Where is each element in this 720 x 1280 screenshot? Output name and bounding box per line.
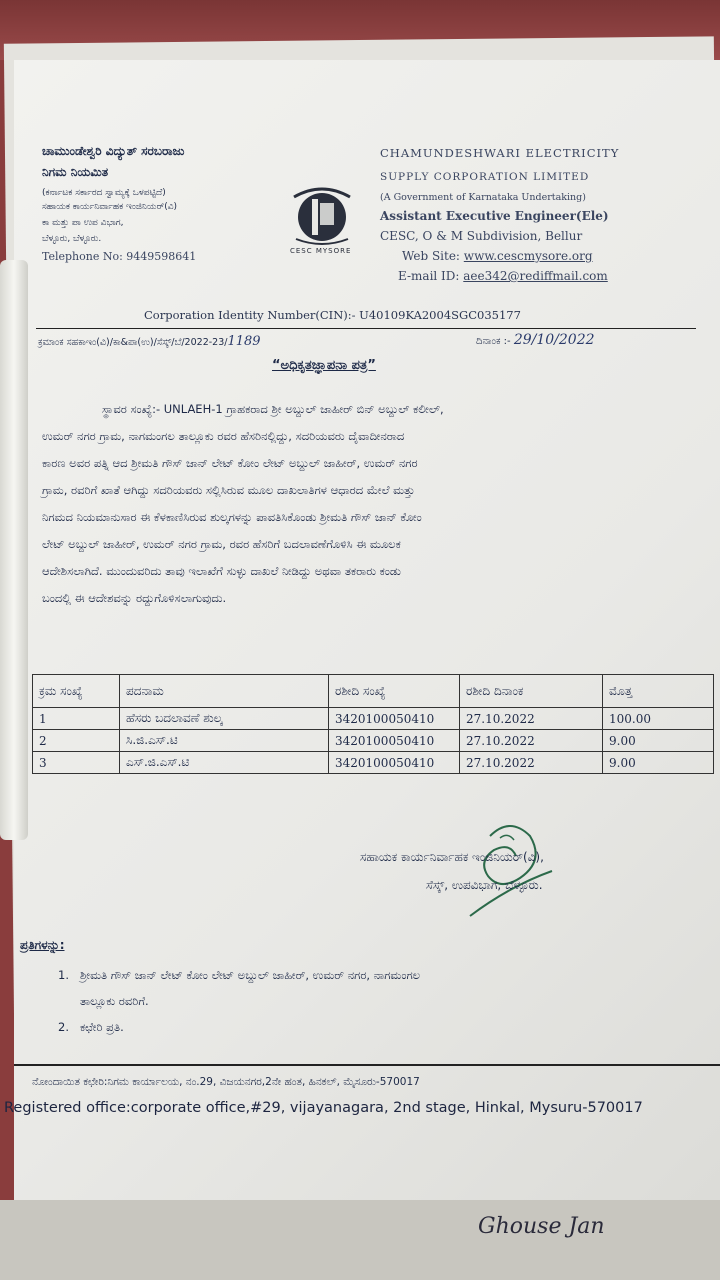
handwritten-name-note: Ghouse Jan [478, 1214, 605, 1239]
cell-description: ಸಿ.ಜಿ.ಎಸ್.ಟಿ [120, 730, 329, 752]
email-row [380, 269, 710, 283]
en-org-line4: Assistant Executive Engineer(Ele) [380, 209, 609, 223]
col-header-serial: ಕ್ರಮ ಸಂಖ್ಯೆ [33, 675, 120, 708]
email-label: E-mail ID: [398, 269, 464, 283]
table-row [33, 752, 714, 774]
body-line-4: ಗ್ರಾಮ, ರವರಿಗೆ ಖಾತೆ ಆಗಿದ್ದು ಸದರಿಯವರು ಸಲ್ಲಿಸಿರುವ ಮೂಲ ದಾಖಲಾತಿಗಳ ಆಧಾರದ ಮೇಲೆ ಮತ್ತು [42, 483, 415, 497]
en-org-line1: CHAMUNDESHWARI ELECTRICITY [380, 146, 620, 160]
letter-title: “ಅಧಿಕೃತಜ್ಞಾಪನಾ ಪತ್ರ” [272, 358, 376, 373]
col-header-receipt-no: ರಶೀದಿ ಸಂಖ್ಯೆ [329, 675, 460, 708]
copies-label: ಪ್ರತಿಗಳನ್ನು: [20, 938, 65, 952]
kn-org-line5: ಕಾ ಮತ್ತು ಪಾ ಉಪ ವಿಭಾಗ, [42, 218, 124, 228]
copy-item-text: ಶ್ರೀಮತಿ ಗೌಸ್ ಜಾನ್ ಲೇಟ್ ಕೋಂ ಲೇಟ್ ಅಬ್ದುಲ್ ಜಾಹೀರ್, ಉಮರ್ ನಗರ, ನಾಗಮಂಗಲ [80, 968, 421, 982]
col-header-receipt-date: ರಶೀದಿ ದಿನಾಂಕ [460, 675, 603, 708]
date-handwritten: 29/10/2022 [513, 332, 595, 348]
list-item [58, 1014, 708, 1040]
logo-caption: CESC MYSORE [290, 247, 352, 255]
kn-org-line6: ಬೆಳ್ಳೂರು, ಬೆಳ್ಳೂರು. [42, 234, 102, 244]
header-kannada [42, 144, 292, 263]
kn-org-line3: (ಕರ್ನಾಟಕ ಸರ್ಕಾರದ ಸ್ವಾಮ್ಯಕ್ಕೆ ಒಳಪಟ್ಟಿದೆ) [42, 188, 166, 198]
col-header-amount: ಮೊತ್ತ [603, 675, 714, 708]
en-org-line3: (A Government of Karnataka Undertaking) [380, 192, 586, 203]
email-link[interactable]: aee342@rediffmail.com [463, 269, 608, 283]
cell-description: ಎಸ್.ಜಿ.ಎಸ್.ಟಿ [120, 752, 329, 774]
background-bottom [0, 1200, 720, 1280]
en-org-line5: CESC, O & M Subdivision, Bellur [380, 229, 583, 243]
body-line-3: ಕಾರಣ ಅವರ ಪತ್ನಿ ಆದ ಶ್ರೀಮತಿ ಗೌಸ್ ಜಾನ್ ಲೇಟ್ ಕೋಂ ಲೇಟ್ ಅಬ್ದುಲ್ ಜಾಹೀರ್, ಉಮರ್ ನಗರ [42, 456, 418, 470]
en-org-line2: SUPPLY CORPORATION LIMITED [380, 171, 590, 183]
table-row [33, 730, 714, 752]
body-line-7: ಆದೇಶಿಸಲಾಗಿದೆ. ಮುಂದುವರಿದು ತಾವು ಇಲಾಖೆಗೆ ಸುಳ್ಳು ದಾಖಲೆ ನೀಡಿದ್ದು ಅಥವಾ ತಕರಾರು ಕಂಡು [42, 564, 401, 578]
cell-serial: 2 [33, 730, 120, 752]
letter-sheet [4, 60, 720, 1200]
table-row [33, 708, 714, 730]
kn-org-line1: ಚಾಮುಂಡೇಶ್ವರಿ ವಿದ್ಯುತ್ ಸರಬರಾಜು [42, 144, 185, 158]
signature-mark [460, 816, 560, 926]
cell-description: ಹೆಸರು ಬದಲಾವಣೆ ಶುಲ್ಕ [120, 708, 329, 730]
cell-serial: 3 [33, 752, 120, 774]
website-link[interactable]: www.cescmysore.org [463, 249, 593, 263]
footer-kannada-address: ನೋಂದಾಯಿತ ಕಛೇರಿ:ನಿಗಮ ಕಾರ್ಯಾಲಯ, ನಂ.29, ವಿಜಯನಗರ,2ನೇ ಹಂತ, ಹಿನಕಲ್, ಮೈಸೂರು-570017 [32, 1076, 420, 1088]
reference-prefix: ಕ್ರಮಾಂಕ ಸಹಕಾಇಂ(ವಿ)/ಕಾ&ಪಾ(ಉ)/ಸೆಸ್ಕ್/ಬೆ/2022-23/ [38, 337, 228, 348]
cesc-logo-icon [282, 175, 362, 255]
website-row [380, 249, 710, 263]
body-line-5: ನಿಗಮದ ನಿಯಮಾನುಸಾರ ಈ ಕೆಳಕಾಣಿಸಿರುವ ಶುಲ್ಕಗಳನ್ನು ಪಾವತಿಸಿಕೊಂಡು ಶ್ರೀಮತಿ ಗೌಸ್ ಜಾನ್ ಕೋಂ [42, 510, 422, 524]
telephone: Telephone No: 9449598641 [42, 250, 197, 263]
kn-org-line4: ಸಹಾಯಕ ಕಾರ್ಯನಿರ್ವಾಹಕ ಇಂಜಿನಿಯರ್(ವಿ) [42, 202, 178, 212]
body-line-8: ಬಂದಲ್ಲಿ ಈ ಆದೇಶವನ್ನು ರದ್ದುಗೊಳಿಸಲಾಗುವುದು. [42, 591, 227, 605]
fees-table [32, 674, 714, 774]
cell-serial: 1 [33, 708, 120, 730]
reference-handwritten: 1189 [227, 334, 261, 349]
copy-item-number: 1. [58, 968, 69, 982]
signatory-designation: ಸಹಾಯಕ ಕಾರ್ಯನಿರ್ವಾಹಕ ಇಂಜಿನಿಯರ್(ವಿ), [360, 850, 544, 864]
list-item [58, 962, 708, 988]
reference-date [476, 332, 595, 348]
footer-english-address: Registered office:corporate office,#29, vijayanagara, 2nd stage, Hinkal, Mysuru-570017 [4, 1100, 643, 1116]
cell-amount: 100.00 [603, 708, 714, 730]
cell-receipt-date: 27.10.2022 [460, 752, 603, 774]
binder-clip [0, 260, 28, 840]
cin-number: Corporation Identity Number(CIN):- U40109KA2004SGC035177 [144, 308, 521, 322]
copy-item-number: 2. [58, 1020, 69, 1034]
cell-receipt-date: 27.10.2022 [460, 730, 603, 752]
body-line-2: ಉಮರ್ ನಗರ ಗ್ರಾಮ, ನಾಗಮಂಗಲ ತಾಲ್ಲೂಕು ರವರ ಹೆಸರಿನಲ್ಲಿದ್ದು, ಸದರಿಯವರು ದೈವಾದೀನರಾದ [42, 429, 405, 443]
kn-org-line2: ನಿಗಮ ನಿಯಮಿತ [42, 165, 109, 179]
cesc-logo [282, 175, 362, 255]
cell-amount: 9.00 [603, 730, 714, 752]
footer-divider [14, 1064, 720, 1066]
col-header-description: ಪದನಾಮ [120, 675, 329, 708]
letter-body [42, 396, 702, 612]
header-english [380, 146, 710, 283]
website-label: Web Site: [402, 249, 464, 263]
cell-receipt-no: 3420100050410 [329, 730, 460, 752]
reference-number [38, 334, 261, 349]
body-line-6: ಲೇಟ್ ಅಬ್ದುಲ್ ಜಾಹೀರ್, ಉಮರ್ ನಗರ ಗ್ರಾಮ, ರವರ ಹೆಸರಿಗೆ ಬದಲಾವಣೆಗೊಳಿಸಿ ಈ ಮೂಲಕ [42, 537, 401, 551]
cell-receipt-date: 27.10.2022 [460, 708, 603, 730]
fees-table-header-row [33, 675, 714, 708]
cell-receipt-no: 3420100050410 [329, 752, 460, 774]
header-divider [36, 328, 696, 329]
copies-list [58, 962, 708, 1040]
cell-receipt-no: 3420100050410 [329, 708, 460, 730]
cell-amount: 9.00 [603, 752, 714, 774]
body-line-1: ಸ್ಥಾವರ ಸಂಖ್ಯೆ:- UNLAEH-1 ಗ್ರಾಹಕರಾದ ಶ್ರೀ ಅಬ್ದುಲ್ ಜಾಹೀರ್ ಬಿನ್ ಅಬ್ದುಲ್ ಕಲೀಲ್, [102, 402, 444, 416]
signatory-office: ಸೆಸ್ಕ್, ಉಪವಿಭಾಗ, ಬೆಳ್ಳೂರು. [426, 878, 543, 892]
date-label: ದಿನಾಂಕ :- [476, 336, 511, 347]
copy-item-continuation: ತಾಲ್ಲೂಕು ರವರಿಗೆ. [80, 994, 149, 1008]
copy-item-text: ಕಛೇರಿ ಪ್ರತಿ. [80, 1020, 124, 1034]
